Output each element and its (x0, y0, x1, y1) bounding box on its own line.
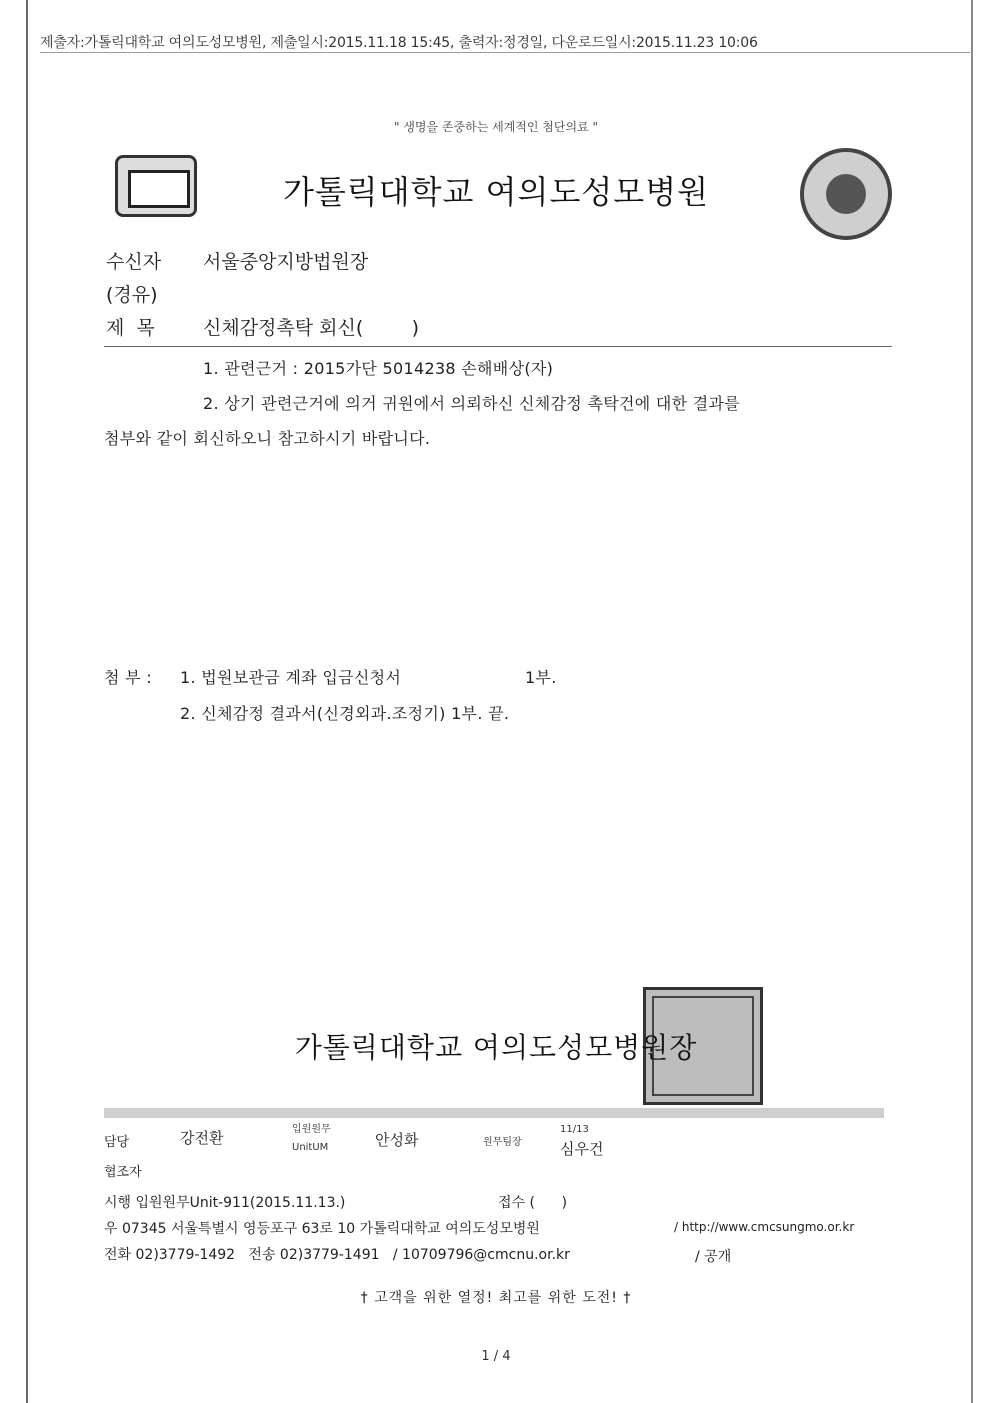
attachment-item-1-qty: 1부. (525, 668, 557, 687)
page-number: 1 / 4 (481, 1349, 511, 1364)
disclosure-status: / 공개 (695, 1249, 732, 1265)
print-info-header: 제출자:가톨릭대학교 여의도성모병원, 제출일시:2015.11.18 15:45, 출력자:정경일, 다운로드일시:2015.11.23 10:06 (40, 35, 758, 51)
body-line-1: 1. 관련근거 : 2015가단 5014238 손해배상(자) (203, 359, 554, 378)
via-label: (경유) (106, 284, 158, 306)
charge-name: 강전환 (180, 1129, 224, 1147)
certification-seal-icon (800, 148, 892, 240)
subject-value: 신체감정촉탁 회신( ) (203, 317, 420, 339)
head-name: 심우건 (560, 1140, 604, 1158)
cooperator-label: 협조자 (104, 1165, 142, 1180)
postal-address: 우 07345 서울특별시 영등포구 63로 10 가톨릭대학교 여의도성모병원 (104, 1221, 540, 1237)
head-date: 11/13 (560, 1124, 589, 1135)
attachment-item-1: 1. 법원보관금 계좌 입금신청서 (180, 668, 402, 687)
subject-divider (104, 346, 892, 347)
unit-name: 안성화 (375, 1131, 419, 1149)
contact-info: 전화 02)3779-1492 전송 02)3779-1491 / 10709796@cmcnu.or.kr (104, 1247, 570, 1263)
approval-divider-bar (104, 1108, 884, 1118)
enforcement-info: 시행 입원원무Unit-911(2015.11.13.) (104, 1195, 346, 1211)
body-line-3: 첨부와 같이 회신하오니 참고하시기 바랍니다. (104, 429, 431, 448)
head-label: 원무팀장 (483, 1137, 522, 1148)
charge-label: 담당 (104, 1135, 130, 1150)
signer-name: 가톨릭대학교 여의도성모병원장 (294, 1031, 698, 1064)
letterhead-title: 가톨릭대학교 여의도성모병원 (282, 173, 710, 211)
hospital-motto: " 생명을 존중하는 세계적인 첨단의료 " (394, 120, 598, 134)
body-line-2: 2. 상기 관련근거에 의거 귀원에서 의뢰하신 신체감정 촉탁건에 대한 결과를 (203, 394, 741, 413)
attachment-label: 첨 부 : (104, 668, 152, 687)
unit-label-top: 입원원무 (292, 1124, 331, 1135)
subject-label: 제 목 (106, 317, 155, 339)
website: / http://www.cmcsungmo.or.kr (674, 1220, 855, 1234)
attachment-item-2: 2. 신체감정 결과서(신경외과.조정기) 1부. 끝. (180, 704, 510, 723)
receipt-info: 접수 ( ) (498, 1195, 568, 1211)
header-divider (40, 52, 970, 53)
recipient-value: 서울중앙지방법원장 (203, 251, 369, 273)
footer-slogan: † 고객을 위한 열정! 최고를 위한 도전! † (360, 1290, 632, 1306)
recipient-label: 수신자 (106, 251, 162, 273)
unit-label-bottom: UnitUM (292, 1142, 329, 1153)
